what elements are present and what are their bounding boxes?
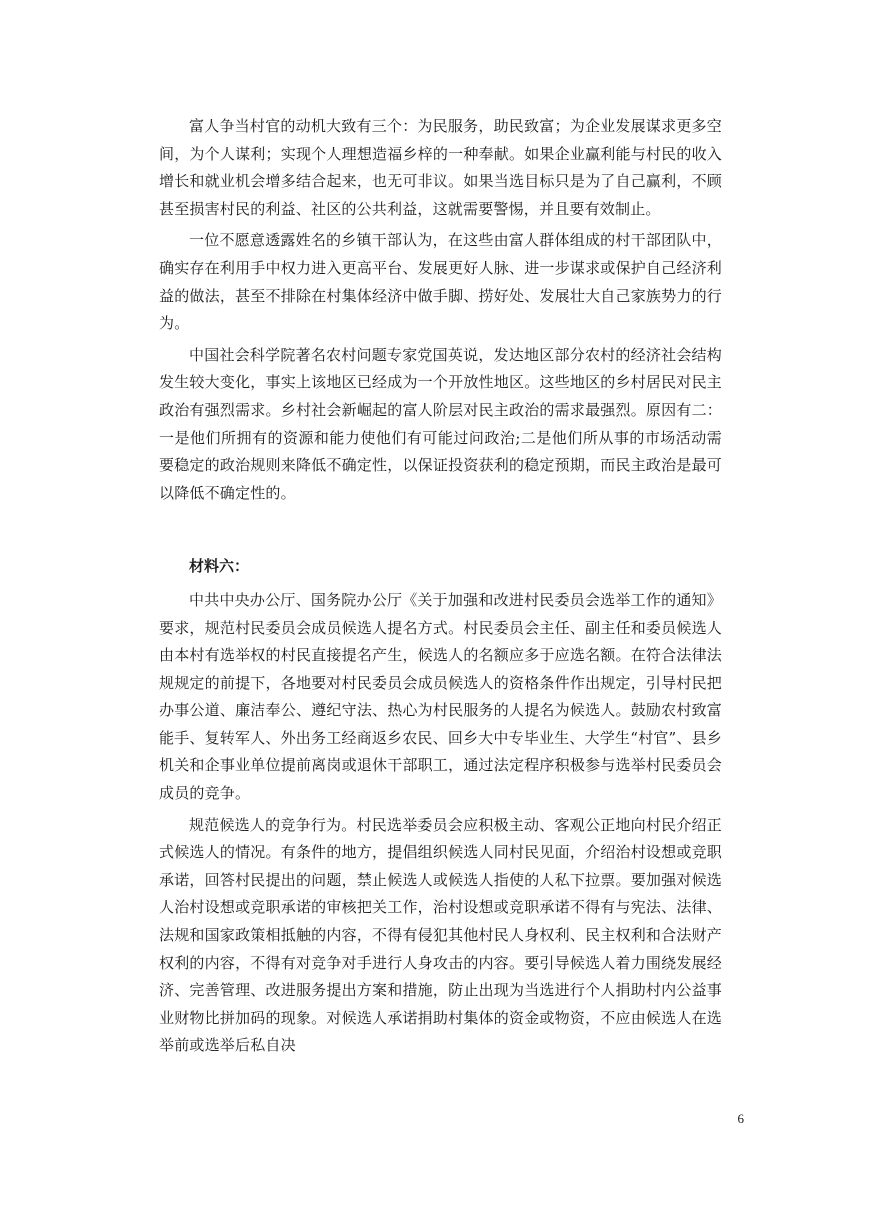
paragraph-township-cadre-view: 一位不愿意透露姓名的乡镇干部认为，在这些由富人群体组成的村干部团队中，确实存在利用手中权力进入更高平台、发展更好人脉、进一步谋求或保护自己经济利益的做法，甚至不排除在村集体经济中做手脚、捞好处、发展壮大自己家族势力的行为。 [159, 231, 722, 333]
page-body [159, 113, 722, 1060]
paragraph-candidate-competition-rules: 规范候选人的竞争行为。村民选举委员会应积极主动、客观公正地向村民介绍正式候选人的情况。有条件的地方，提倡组织候选人同村民见面，介绍治村设想或竞职承诺，回答村民提出的问题，禁止候选人或候选人指使的人私下拉票。要加强对候选人治村设想或竞职承诺的审核把关工作，治村设想或竞职承诺不得有与宪法、法律、法规和国家政策相抵触的内容，不得有侵犯其他村民人身权利、民主权利和合法财产权利的内容，不得有对竞争对手进行人身攻击的内容。要引导候选人着力围绕发展经济、完善管理、改进服务提出方案和措施，防止出现为当选进行个人捐助村内公益事业财物比拼加码的现象。对候选人承诺捐助村集体的资金或物资，不应由候选人在选举前或选举后私自决 [159, 815, 722, 1055]
section-title-material-six: 材料六： [189, 557, 250, 576]
paragraph-election-notice-nomination: 中共中央办公厅、国务院办公厅《关于加强和改进村民委员会选举工作的通知》要求，规范村民委员会成员候选人提名方式。村民委员会主任、副主任和委员候选人由本村有选举权的村民直接提名产生，候选人的名额应多于应选名额。在符合法律法规规定的前提下，各地要对村民委员会成员候选人的资格条件作出规定，引导村民把办事公道、廉洁奉公、遵纪守法、热心为村民服务的人提名为候选人。鼓励农村致富能手、复转军人、外出务工经商返乡农民、回乡大中专毕业生、大学生“村官”、县乡机关和企事业单位提前离岗或退休干部职工，通过法定程序积极参与选举村民委员会成员的竞争。 [159, 590, 722, 803]
page-number: 6 [737, 1111, 744, 1126]
paragraph-expert-dang-guoying: 中国社会科学院著名农村问题专家党国英说，发达地区部分农村的经济社会结构发生较大变化，事实上该地区已经成为一个开放性地区。这些地区的乡村居民对民主政治有强烈需求。乡村社会新崛起的富人阶层对民主政治的需求最强烈。原因有二：一是他们所拥有的资源和能力使他们有可能过问政治;二是他们所从事的市场活动需要稳定的政治规则来降低不确定性，以保证投资获利的稳定预期，而民主政治是最可以降低不确定性的。 [159, 345, 722, 502]
paragraph-rich-village-officials-motives: 富人争当村官的动机大致有三个：为民服务，助民致富；为企业发展谋求更多空间，为个人谋利；实现个人理想造福乡梓的一种奉献。如果企业赢利能与村民的收入增长和就业机会增多结合起来，也无可非议。如果当选目标只是为了自己赢利，不顾甚至损害村民的利益、社区的公共利益，这就需要警惕，并且要有效制止。 [159, 117, 722, 218]
